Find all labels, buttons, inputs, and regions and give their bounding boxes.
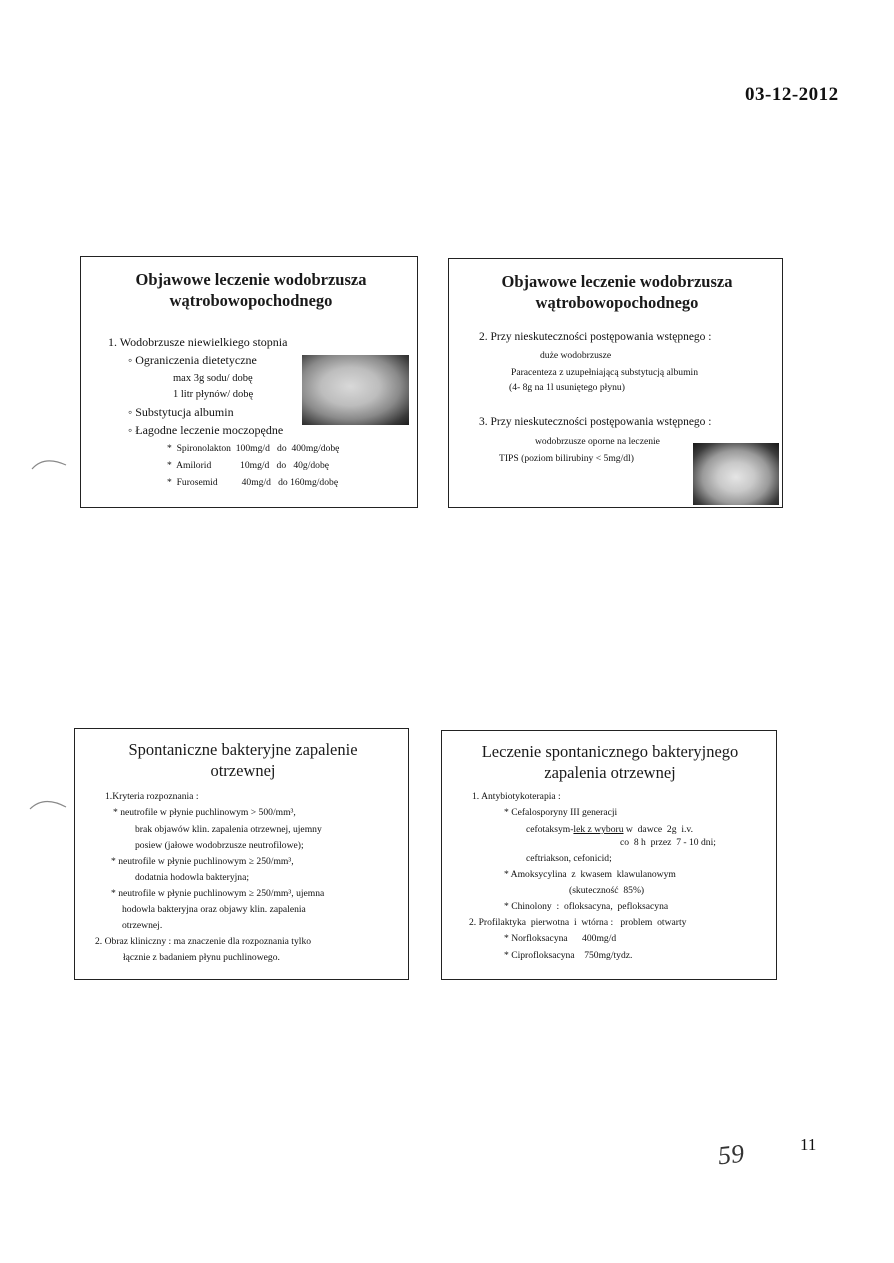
slide-3-line-7: * neutrofile w płynie puchlinowym ≥ 250/mm³, ujemna (111, 888, 325, 899)
slide-2-line-3: Paracenteza z uzupełniającą substytucją albumin (511, 367, 698, 378)
slide-3 (74, 728, 409, 980)
slide-1-line-2: ◦ Ograniczenia dietetyczne (128, 353, 257, 367)
slide-2-line-1: 2. Przy nieskuteczności postępowania wstępnego : (479, 331, 712, 343)
slide-3-line-9: otrzewnej. (122, 920, 163, 931)
slide-4-line-2: * Cefalosporyny III generacji (504, 807, 618, 818)
slide-1-title: Objawowe leczenie wodobrzusza wątrobowopochodnego (135, 270, 367, 310)
slide-4-line-4: co 8 h przez 7 - 10 dni; (620, 837, 716, 848)
slide-4 (441, 730, 777, 980)
slide-4-line-3a: cefotaksym- (526, 824, 574, 835)
slide-4-line-11: * Ciprofloksacyna 750mg/tydz. (504, 950, 633, 961)
slide-4-line-1: 1. Antybiotykoterapia : (472, 791, 561, 802)
slide-1 (80, 256, 418, 508)
slide-4-line-10: * Norfloksacyna 400mg/d (504, 933, 617, 944)
slide-1-drug-2: * Amilorid 10mg/d do 40g/dobę (167, 460, 330, 471)
slide-4-line-3 (526, 824, 693, 835)
slide-3-line-3: brak objawów klin. zapalenia otrzewnej, ujemny (135, 824, 322, 835)
slide-3-line-4: posiew (jałowe wodobrzusze neutrofilowe); (135, 840, 304, 851)
slide-4-line-8: * Chinolony : ofloksacyna, pefloksacyna (504, 901, 669, 912)
slide-4-line-7: (skuteczność 85%) (569, 885, 645, 896)
slide-1-drug-3: * Furosemid 40mg/d do 160mg/dobę (167, 477, 339, 488)
margin-mark-1 (30, 455, 70, 475)
handwritten-number: 59 (716, 1138, 746, 1171)
slide-3-title: Spontaniczne bakteryjne zapalenie otrzewnej (128, 740, 358, 780)
slide-4-line-3b: lek z wyboru (573, 824, 624, 835)
slide-3-line-11: łącznie z badaniem płynu puchlinowego. (123, 952, 280, 963)
slide-1-drug-1: * Spironolakton 100mg/d do 400mg/dobę (167, 443, 340, 454)
slide-4-line-9: 2. Profilaktyka pierwotna i wtórna : problem otwarty (469, 917, 687, 928)
slide-2 (448, 258, 783, 508)
slide-4-line-3c: w dawce 2g i.v. (623, 824, 693, 835)
slide-2-line-5: 3. Przy nieskuteczności postępowania wstępnego : (479, 416, 712, 428)
slide-2-line-6: wodobrzusze oporne na leczenie (535, 436, 660, 447)
slide-4-line-6: * Amoksycylina z kwasem klawulanowym (504, 869, 676, 880)
slide-3-line-2: * neutrofile w płynie puchlinowym > 500/mm³, (113, 807, 296, 818)
slide-1-line-5: ◦ Substytucja albumin (128, 405, 234, 419)
slide-3-line-6: dodatnia hodowla bakteryjna; (135, 872, 250, 883)
slide-1-line-4: 1 litr płynów/ dobę (173, 389, 254, 400)
slide-4-line-5: ceftriakson, cefonicid; (526, 853, 612, 864)
slide-3-line-5: * neutrofile w płynie puchlinowym ≥ 250/mm³, (111, 856, 294, 867)
slide-3-line-8: hodowla bakteryjna oraz objawy klin. zapalenia (122, 904, 306, 915)
slide-1-line-3: max 3g sodu/ dobę (173, 373, 253, 384)
liver-photo-2 (693, 443, 779, 505)
slide-3-line-10: 2. Obraz kliniczny : ma znaczenie dla rozpoznania tylko (95, 936, 312, 947)
slide-2-line-7: TIPS (poziom bilirubiny < 5mg/dl) (499, 453, 634, 464)
document-date: 03-12-2012 (745, 84, 839, 105)
margin-mark-2 (28, 795, 70, 815)
slide-2-line-4: (4- 8g na 1l usuniętego płynu) (509, 382, 625, 393)
slide-2-line-2: duże wodobrzusze (540, 350, 612, 361)
slide-4-title: Leczenie spontanicznego bakteryjnego zapalenia otrzewnej (481, 742, 739, 782)
slide-2-title: Objawowe leczenie wodobrzusza wątrobowopochodnego (501, 272, 733, 312)
liver-photo-1 (302, 355, 409, 425)
slide-1-line-1: 1. Wodobrzusze niewielkiego stopnia (108, 335, 288, 349)
slide-1-line-6: ◦ Łagodne leczenie moczopędne (128, 423, 284, 437)
slide-3-line-1: 1.Kryteria rozpoznania : (105, 791, 199, 802)
page-number: 11 (800, 1135, 817, 1154)
